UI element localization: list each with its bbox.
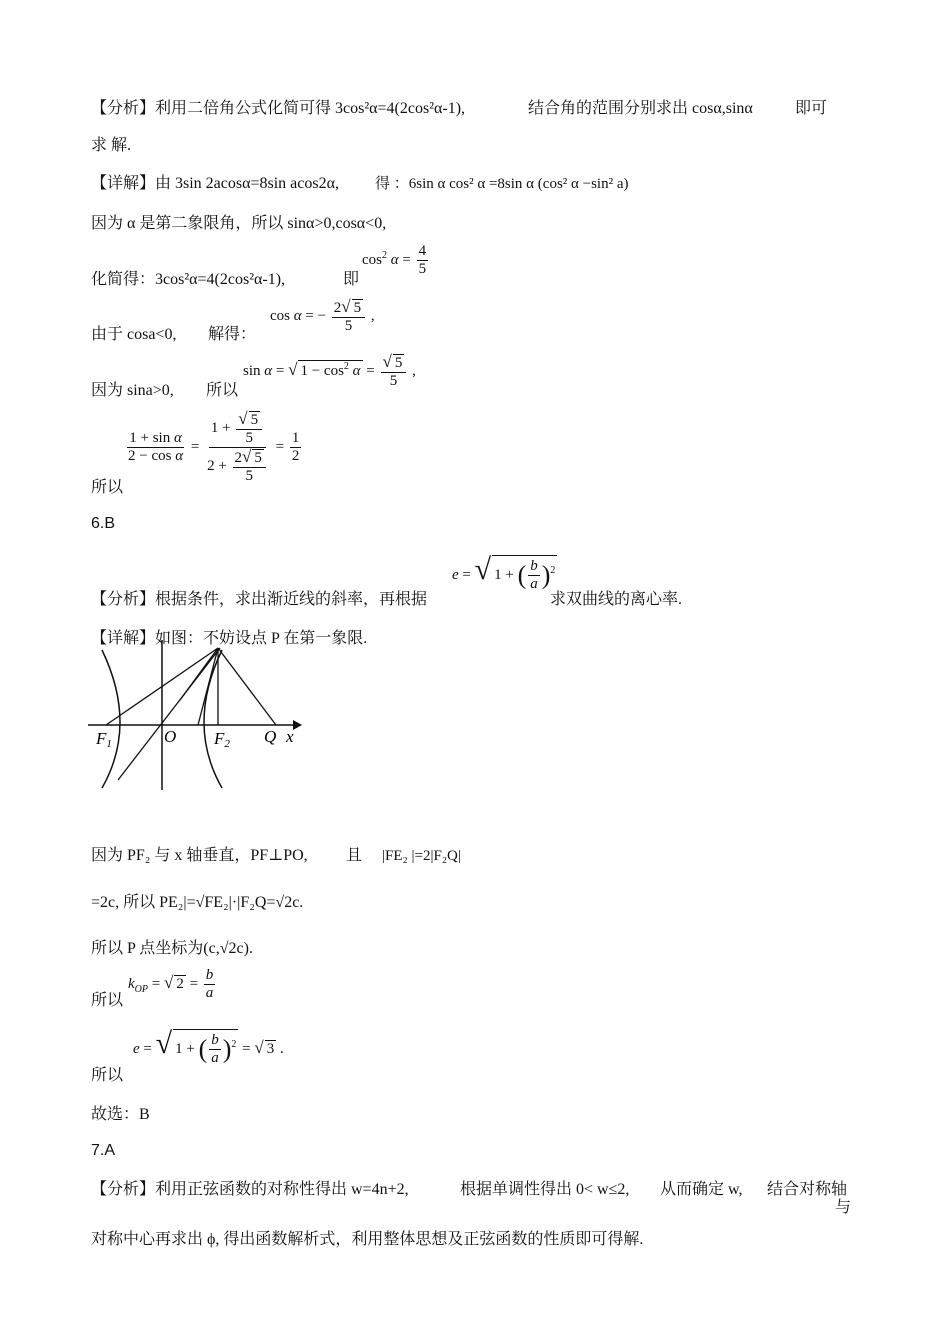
p6-line-2: =2c, 所以 PE₂|=√FE₂|·|F₂Q=√2c. <box>91 894 304 911</box>
p6-head: 6.B <box>91 515 116 532</box>
label-f1: F1 <box>96 729 112 750</box>
p5-detail: 【详解】由 3sin 2acosα=8sin acos2α, <box>91 175 339 192</box>
p5-detail-b: 得 ：6sin α cos² α =8sin α (cos² α −sin² a) <box>375 176 629 192</box>
p7-head: 7.A <box>91 1142 116 1159</box>
p5-line-4a: 因为 sina>0, <box>91 382 174 399</box>
p6-formula-e: e = √ 1 + ( $\frac{b}{a}$ )$^2$ = √ 3 . <box>133 1027 284 1067</box>
p7-analysis-c: 从而确定 w, <box>660 1181 743 1198</box>
p6-answer: 故选：B <box>91 1106 150 1123</box>
p5-analysis-d: 求 解. <box>91 137 132 154</box>
p7-analysis-d: 结合对称轴 <box>767 1181 848 1198</box>
p7-analysis-b: 根据单调性得出 0< w≤2, <box>460 1181 630 1198</box>
p7-analysis-e: 与 <box>835 1199 852 1216</box>
label-x: x <box>286 727 294 746</box>
p6-line-1b: 且 <box>346 847 363 864</box>
p6-line-1a: 因为 PF₂ 与 x 轴垂直，PF⊥PO, <box>91 847 308 864</box>
p5-line-1: 因为 α 是第二象限角，所以 sinα>0,cosα<0, <box>91 215 387 232</box>
p6-line-3: 所以 P 点坐标为(c,√2c). <box>91 940 253 957</box>
label-f2: F2 <box>214 729 230 750</box>
label-o: O <box>164 727 177 746</box>
label-q: Q <box>264 727 277 746</box>
p5-formula-cos: cos α = − $\frac{2√ 5}{5}$ , <box>270 297 375 334</box>
p5-formula-ratio: $\frac{\text{1 + sin α}}{\text{2 − cos α}}$ = 1 + $\frac{√ 5}{5}$ 2 + $\frac{2√ 5}{5}$ = $\frac{1}{2}$ <box>128 409 300 484</box>
p5-line-3b: 解得： <box>208 326 257 343</box>
p5-formula-cos2: $\cos^2 \alpha$ = $\frac{4}{5}$ <box>362 243 427 277</box>
p6-formula-kop: $k_{OP}$ = √ 2 = $\frac{b}{a}$ <box>128 967 214 1001</box>
p5-analysis-c: 即可 <box>795 100 828 117</box>
p5-analysis: 【分析】利用二倍角公式化简可得 3cos²α=4(2cos²α-1), <box>91 100 466 117</box>
p5-line-2b: 即 <box>343 271 360 288</box>
x-axis-arrow <box>293 720 302 730</box>
hyperbola-figure <box>88 640 308 790</box>
p5-line-3a: 由于 cosa<0, <box>91 326 177 343</box>
p6-analysis-b: 求双曲线的离心率. <box>550 591 683 608</box>
p6-line-1c: |FE₂ |=2|F₂Q| <box>382 848 461 864</box>
p6-analysis: 【分析】根据条件，求出渐近线的斜率，再根据 <box>91 591 428 608</box>
p5-analysis-b: 结合角的范围分别求出 cosα,sinα <box>528 100 753 117</box>
p5-line-4b: 所以 <box>206 382 239 399</box>
p6-detail: 【详解】如图：不妨设点 P 在第一象限. <box>91 630 368 647</box>
p5-line-5: 所以 <box>91 479 124 496</box>
p6-formula-e-top: e = √ 1 + ( $\frac{b}{a}$ )$^2$ <box>452 553 556 593</box>
p7-line-1: 对称中心再求出 ϕ, 得出函数解析式，利用整体思想及正弦函数的性质即可得解. <box>91 1231 644 1248</box>
p5-line-2a: 化简得：3cos²α=4(2cos²α-1), <box>91 271 286 288</box>
p6-line-4: 所以 <box>91 992 124 1009</box>
hyperbola-right-branch <box>204 650 222 788</box>
p6-line-5: 所以 <box>91 1067 124 1084</box>
hyperbola-left-branch <box>102 650 120 788</box>
line-pq <box>218 648 276 725</box>
p5-formula-sin: sin α = √ $1 - \cos^2 \alpha$ = $\frac{√ 5}{5}$ , <box>243 352 416 389</box>
p7-analysis: 【分析】利用正弦函数的对称性得出 w=4n+2, <box>91 1181 409 1198</box>
